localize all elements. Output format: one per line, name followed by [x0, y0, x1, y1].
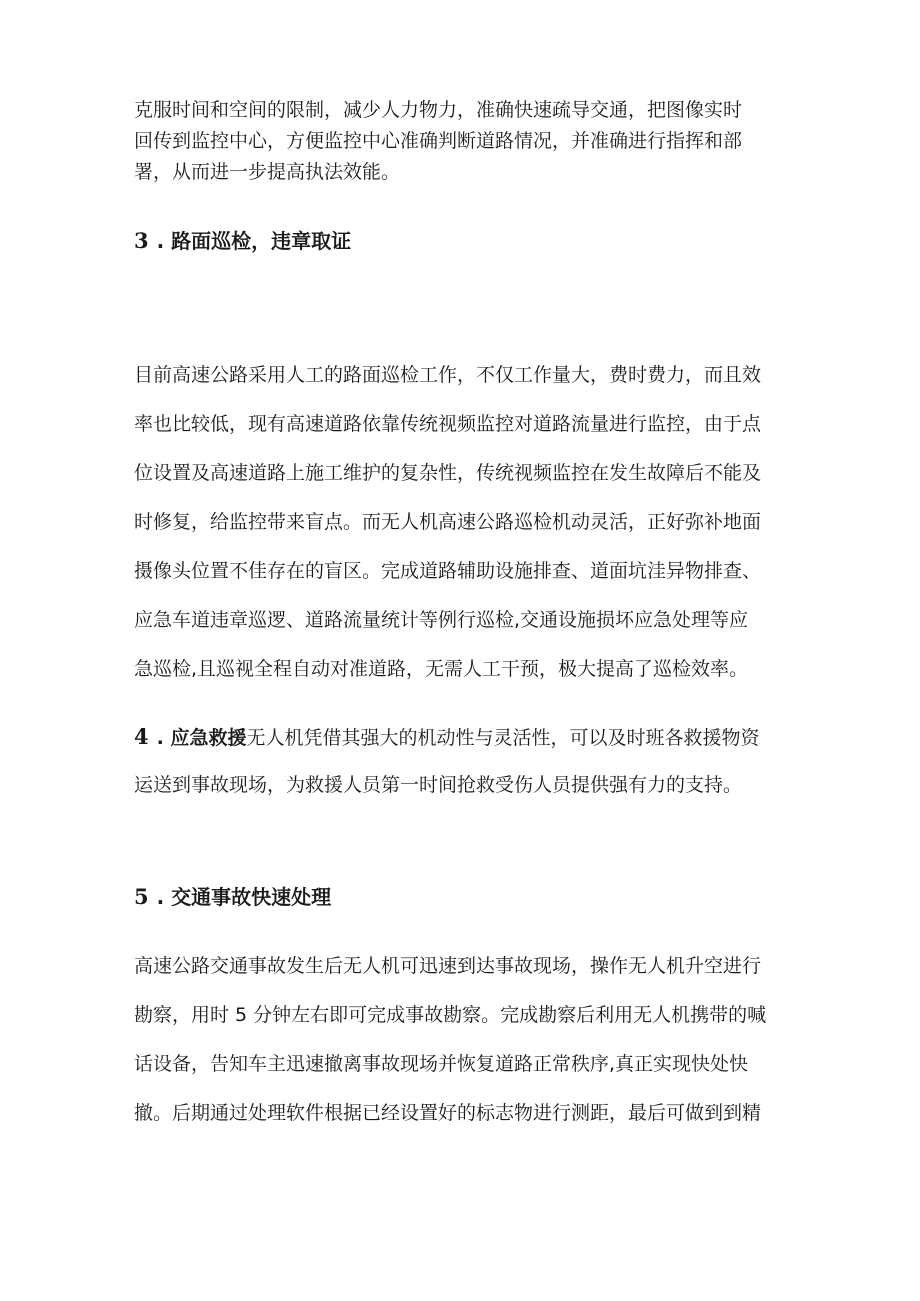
section-5-paragraph: [134, 942, 814, 1138]
text-fragment: 无人机凭借其强大的机动性与灵活性，可以及时班各救援物资: [246, 727, 760, 749]
text-line: 运送到事故现场，为救援人员第一时间抢救受伤人员提供强有力的支持。: [134, 774, 743, 796]
text-line: 急巡检,且巡视全程自动对准道路，无需人工干预，极大提高了巡检效率。: [134, 658, 749, 680]
text-line: 位设置及高速道路上施工维护的复杂性，传统视频监控在发生故障后不能及: [134, 462, 762, 484]
text-line: 署，从而进一步提高执法效能。: [134, 161, 401, 183]
text-line: 回传到监控中心，方便监控中心准确判断道路情况，并准确进行指挥和部: [134, 130, 743, 152]
section-number: 3: [134, 228, 149, 253]
text-line: 摄像头位置不佳存在的盲区。完成道路辅助设施排查、道面坑洼异物排查、: [134, 560, 762, 582]
section-number: 4: [134, 724, 149, 749]
text-line: 应急车道违章巡逻、道路流量统计等例行巡检,交通设施损坏应急处理等应: [134, 609, 749, 631]
text-line: 率也比较低，现有高速道路依靠传统视频监控对道路流量进行监控，由于点: [134, 413, 762, 435]
text-line: 高速公路交通事故发生后无人机可迅速到达事故现场，操作无人机升空进行: [134, 955, 762, 977]
intro-paragraph: [134, 95, 814, 188]
text-line: 目前高速公路采用人工的路面巡检工作，不仅工作量大，费时费力，而且效: [134, 364, 762, 386]
section-5-heading: [134, 881, 331, 910]
text-line: 话设备，告知车主迅速撤离事故现场并恢复道路正常秩序,真正实现快处快: [134, 1053, 749, 1075]
text-line: 克服时间和空间的限制，减少人力物力，准确快速疏导交通，把图像实时: [134, 99, 743, 121]
text-line: 时修复，给监控带来盲点。而无人机高速公路巡检机动灵活，正好弥补地面: [134, 511, 762, 533]
section-title: . 路面巡检，违章取证: [156, 229, 352, 253]
section-4-paragraph: [134, 712, 814, 810]
section-3-paragraph: [134, 351, 814, 694]
section-title: . 应急救援: [156, 727, 247, 749]
section-number: 5: [134, 884, 149, 909]
section-3-heading: [134, 225, 351, 254]
text-line: 撤。后期通过处理软件根据已经设置好的标志物进行测距，最后可做到到精: [134, 1102, 762, 1124]
section-4-first-line: [134, 712, 814, 761]
section-title: . 交通事故快速处理: [156, 885, 332, 909]
text-line: 勘察，用时 5 分钟左右即可完成事故勘察。完成勘察后利用无人机携带的喊: [134, 1004, 767, 1026]
